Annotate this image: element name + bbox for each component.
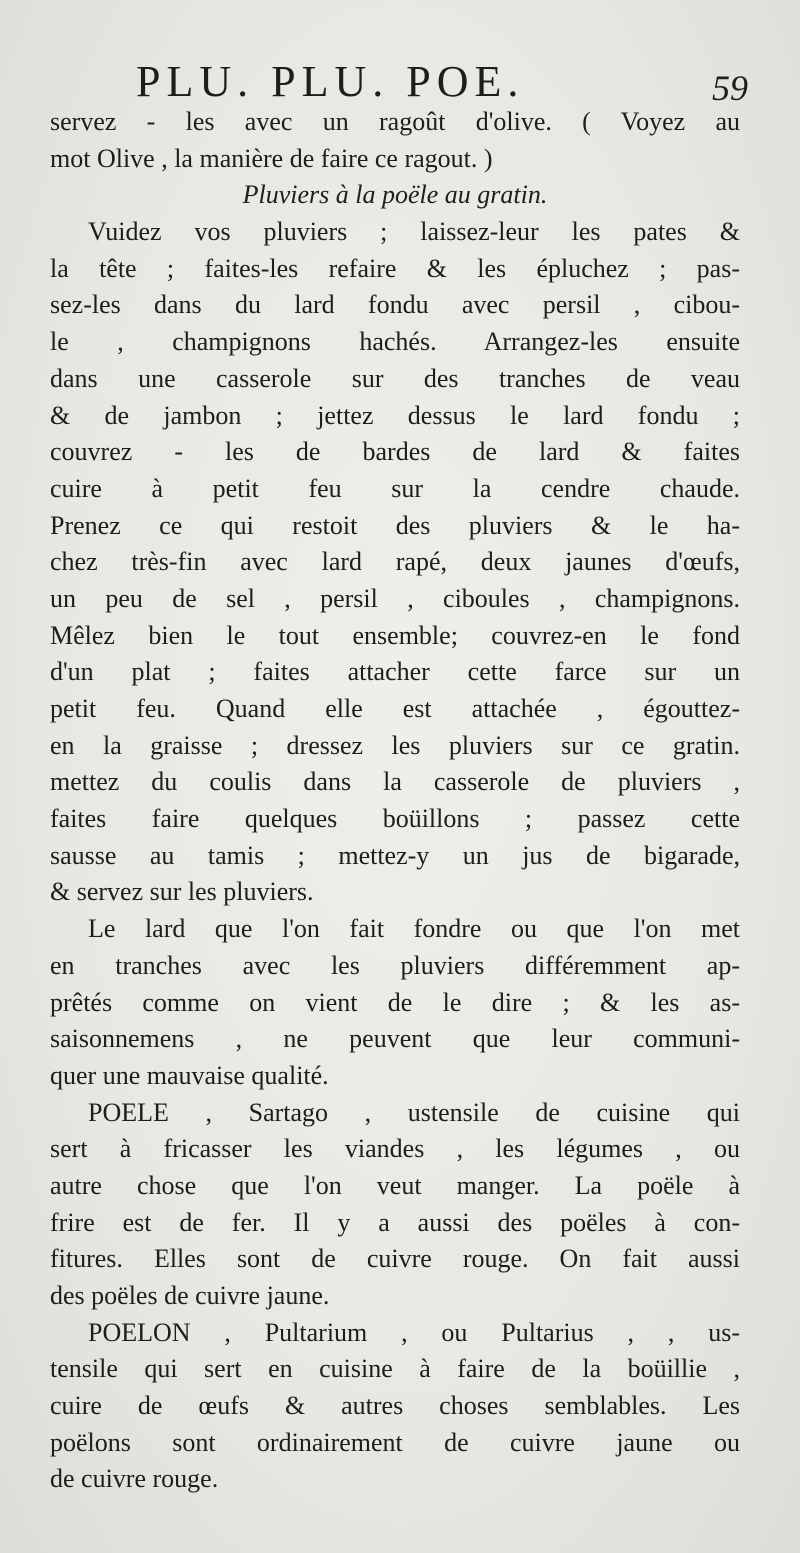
text-line: Mêlez bien le tout ensemble; couvrez-en le fond xyxy=(50,620,740,650)
text-line: de cuivre rouge. xyxy=(50,1464,219,1494)
text-line: sez-les dans du lard fondu avec persil , cibou- xyxy=(50,290,740,320)
running-head: PLU. PLU. POE. xyxy=(136,57,525,106)
body-text xyxy=(50,104,740,1498)
page-number: 59 xyxy=(712,68,748,108)
text-line: sert à fricasser les viandes , les légumes , ou xyxy=(50,1134,740,1164)
text-line: mot Olive , la manière de faire ce ragout. ) xyxy=(50,143,493,173)
text-line: saisonnemens , ne peuvent que leur communi- xyxy=(50,1024,740,1054)
text-line: le , champignons hachés. Arrangez-les ensuite xyxy=(50,327,740,357)
text-line: en la graisse ; dressez les pluviers sur ce gratin. xyxy=(50,730,740,760)
text-line: d'un plat ; faites attacher cette farce sur un xyxy=(50,657,740,687)
text-line: couvrez - les de bardes de lard & faites xyxy=(50,437,740,467)
text-line: poëlons sont ordinairement de cuivre jaune ou xyxy=(50,1427,740,1457)
text-line: & servez sur les pluviers. xyxy=(50,877,314,907)
text-line: cuire de œufs & autres choses semblables. Les xyxy=(50,1391,740,1421)
text-line: un peu de sel , persil , ciboules , champignons. xyxy=(50,583,740,613)
text-line: faites faire quelques boüillons ; passez cette xyxy=(50,804,740,834)
text-line: frire est de fer. Il y a aussi des poëles à con- xyxy=(50,1207,740,1237)
text-line: sausse au tamis ; mettez-y un jus de bigarade, xyxy=(50,840,740,870)
text-line: autre chose que l'on veut manger. La poële à xyxy=(50,1170,740,1200)
text-line: & de jambon ; jettez dessus le lard fondu ; xyxy=(50,400,740,430)
text-line: Prenez ce qui restoit des pluviers & le ha- xyxy=(50,510,740,540)
text-line: POELON , Pultarium , ou Pultarius , , us- xyxy=(88,1317,740,1347)
text-line: quer une mauvaise qualité. xyxy=(50,1060,329,1090)
page-header xyxy=(48,52,748,112)
text-line: Vuidez vos pluviers ; laissez-leur les pates & xyxy=(88,217,740,247)
text-line: Le lard que l'on fait fondre ou que l'on met xyxy=(88,914,740,944)
text-line: mettez du coulis dans la casserole de pluviers , xyxy=(50,767,740,797)
text-line: petit feu. Quand elle est attachée , égouttez- xyxy=(50,694,740,723)
text-line: POELE , Sartago , ustensile de cuisine qui xyxy=(88,1097,740,1127)
text-line: dans une casserole sur des tranches de veau xyxy=(50,363,740,393)
section-heading: Pluviers à la poële au gratin. xyxy=(242,180,548,210)
text-line: des poëles de cuivre jaune. xyxy=(50,1281,330,1310)
text-line: en tranches avec les pluviers différemment ap- xyxy=(50,950,740,980)
text-line: fitures. Elles sont de cuivre rouge. On fait aussi xyxy=(50,1244,740,1274)
text-line: tensile qui sert en cuisine à faire de la boüillie , xyxy=(50,1354,740,1384)
text-line: prêtés comme on vient de le dire ; & les as- xyxy=(50,987,740,1017)
text-line: servez - les avec un ragoût d'olive. ( Voyez au xyxy=(50,107,740,136)
text-line: la tête ; faites-les refaire & les épluchez ; pas- xyxy=(50,253,740,283)
text-line: cuire à petit feu sur la cendre chaude. xyxy=(50,473,740,503)
text-line: chez très-fin avec lard rapé, deux jaunes d'œufs, xyxy=(50,547,740,577)
